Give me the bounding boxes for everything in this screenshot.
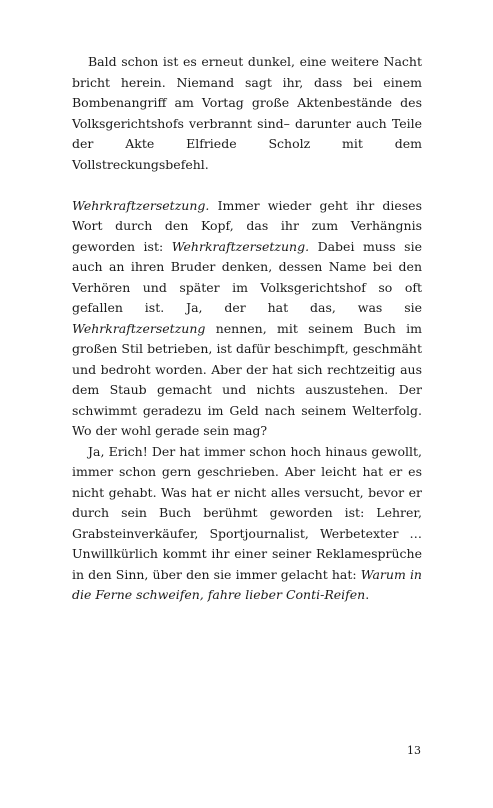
italic-term: Wehrkraftzersetzung. xyxy=(171,238,310,254)
paragraph-3-end: . xyxy=(365,587,370,602)
italic-term: Wehrkraftzersetzung xyxy=(72,320,206,336)
paragraph-3-text: Ja, Erich! Der hat immer schon hoch hinaus gewollt, immer schon gern geschrieben. Aber leicht hat er es nicht gehabt. Was hat er nicht alles versucht, bevor er durch sein Buch berühmt geworden ist: Lehrer, Grabsteinverkäufer, Sportjournalist, Werbetexter … Unwillkürlich kommt ihr einer seiner Reklamesprüche in den Sinn, über den sie immer gelacht hat: xyxy=(72,443,422,582)
paragraph-1 xyxy=(72,52,422,175)
italic-term: Wehrkraftzersetzung. xyxy=(72,197,210,213)
paragraph-2-text: Dabei muss sie auch an ihren Bruder denken, dessen Name bei den Verhören und später im Volksgerichtshof so oft gefallen ist. Ja, der hat das, was sie xyxy=(72,238,422,315)
paragraph-1-text: Bald schon ist es erneut dunkel, eine weitere Nacht bricht herein. Niemand sagt ihr, dass bei einem Bombenangriff am Vortag große Aktenbestände des Volksgerichtshofs verbrannt sind– darunter auch Teile der Akte Elfriede Scholz mit dem Vollstreckungsbefehl. xyxy=(72,54,422,172)
paragraph-3 xyxy=(72,442,422,606)
body-text xyxy=(72,52,422,606)
page-number: 13 xyxy=(407,744,421,757)
italic-slogan: Warum in die Ferne schweifen, fahre lieber Conti-Reifen xyxy=(72,566,422,602)
paragraph-2-text: nennen, mit seinem Buch im großen Stil betrieben, ist dafür beschimpft, geschmäht und bedroht worden. Aber der hat sich rechtzeitig aus dem Staub gemacht und nichts auszustehen. Der schwimmt geradezu im Geld nach seinem Welterfolg. Wo der wohl gerade sein mag? xyxy=(72,320,422,438)
paragraph-2 xyxy=(72,196,422,442)
paragraph-2-text: Immer wieder geht ihr dieses Wort durch den Kopf, das ihr zum Verhängnis geworden ist: xyxy=(72,197,422,254)
